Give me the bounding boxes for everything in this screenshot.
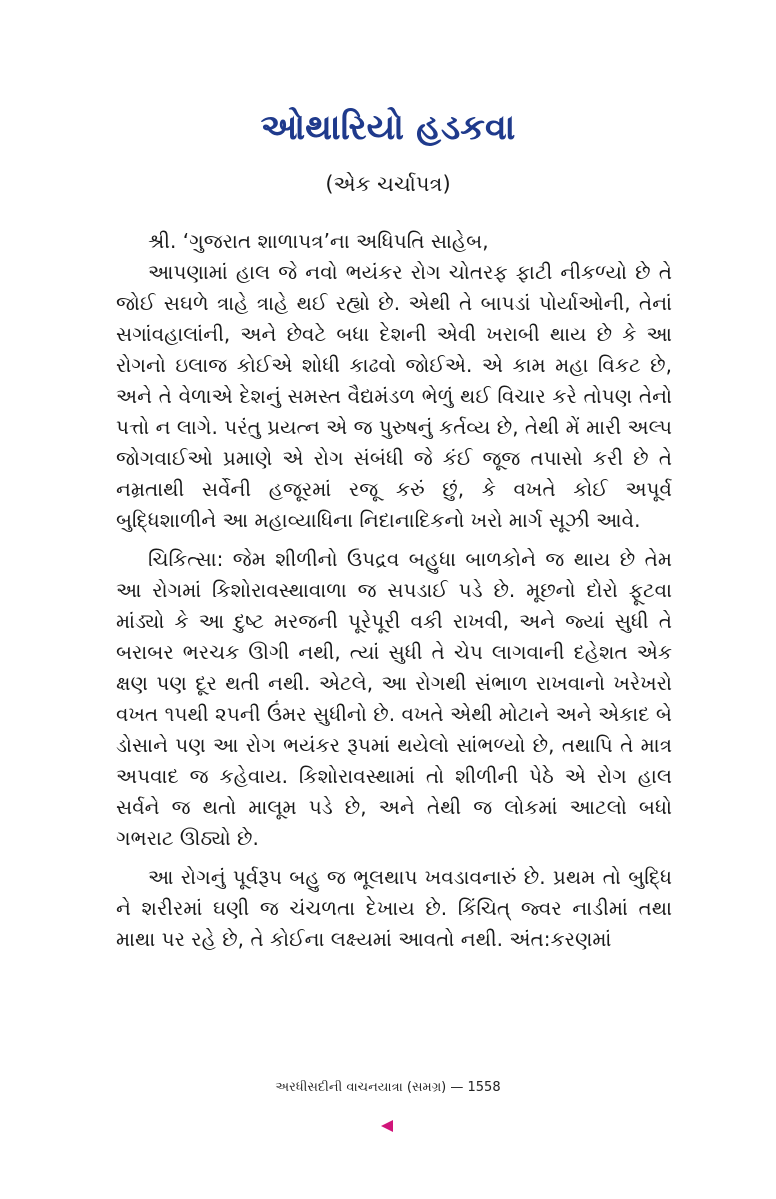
article-body [116, 226, 672, 955]
page-subtitle: (એક ચર્ચાપત્ર) [325, 172, 451, 196]
paragraph-2: ચિકિત્સા: જેમ શીળીનો ઉપદ્રવ બહુધા બાળકોને જ થાય છે તેમ આ રોગમાં કિશોરાવસ્થાવાળા જ સપડાઈ પડે છે. મૂછનો દોરો ફૂટવા માંડ્યો કે આ દુષ્ટ મરજની પૂરેપૂરી વકી રાખવી, અને જ્યાં સુધી તે બરાબર ભરચક ઊગી નથી, ત્યાં સુધી તે ચેપ લાગવાની દહેશત એક ક્ષણ પણ દૂર થતી નથી. એટલે, આ રોગથી સંભાળ રાખવાનો ખરેખરો વખત ૧૫થી ૨૫ની ઉંમર સુધીનો છે. વખતે એથી મોટાને અને એકાદ બે ડોસાને પણ આ રોગ ભયંકર રૂપમાં થયેલો સાંભળ્યો છે, તથાપિ તે માત્ર અપવાદ જ કહેવાય. કિશોરાવસ્થામાં તો શીળીની પેઠે એ રોગ હાલ સર્વને જ થતો માલૂમ પડે છે, અને તેથી જ લોકમાં આટલો બધો ગભરાટ ઊઠ્યો છે. [116, 547, 672, 850]
salutation: શ્રી. ‘ગુજરાત શાળાપત્ર’ના અધિપતિ સાહેબ, [148, 229, 489, 253]
page-title: ઓથારિયો હડકવા [260, 108, 516, 148]
page-footer: અરધીસદીની વાચનયાત્રા (સમગ્ર) — 1558 [275, 1080, 501, 1095]
paragraph-3: આ રોગનું પૂર્વરૂપ બહુ જ ભૂલથાપ ખવડાવનારું છે. પ્રથમ તો બુદ્ધિ ને શરીરમાં ઘણી જ ચંચળતા દેખાય છે. કિંચિત્ જ્વર નાડીમાં તથા માથા પર રહે છે, તે કોઈના લક્ષ્યમાં આવતો નથી. અંત:કરણમાં [116, 865, 672, 951]
paragraph-1: આપણામાં હાલ જે નવો ભયંકર રોગ ચોતરફ ફાટી નીકળ્યો છે તે જોઈ સઘળે ત્રાહે ત્રાહે થઈ રહ્યો છે. એથી તે બાપડાં પોર્યાઓની, તેનાં સગાંવહાલાંની, અને છેવટે બધા દેશની એવી ખરાબી થાય છે કે આ રોગનો ઇલાજ કોઈએ શોધી કાઢવો જોઈએ. એ કામ મહા વિકટ છે, અને તે વેળાએ દેશનું સમસ્ત વૈદ્યમંડળ ભેળું થઈ વિચાર કરે તોપણ તેનો પત્તો ન લાગે. પરંતુ પ્રયત્ન એ જ પુરુષનું કર્તવ્ય છે, તેથી મેં મારી અલ્પ જોગવાઈઓ પ્રમાણે એ રોગ સંબંધી જે કંઈ જૂજ તપાસો કરી છે તે નમ્રતાથી સર્વેની હજૂરમાં રજૂ કરું છું, કે વખતે કોઈ અપૂર્વ બુદ્ધિશાળીને આ મહાવ્યાધિના નિદાનાદિકનો ખરો માર્ગ સૂઝી આવે. [116, 260, 672, 532]
previous-page-icon[interactable] [381, 1120, 393, 1132]
